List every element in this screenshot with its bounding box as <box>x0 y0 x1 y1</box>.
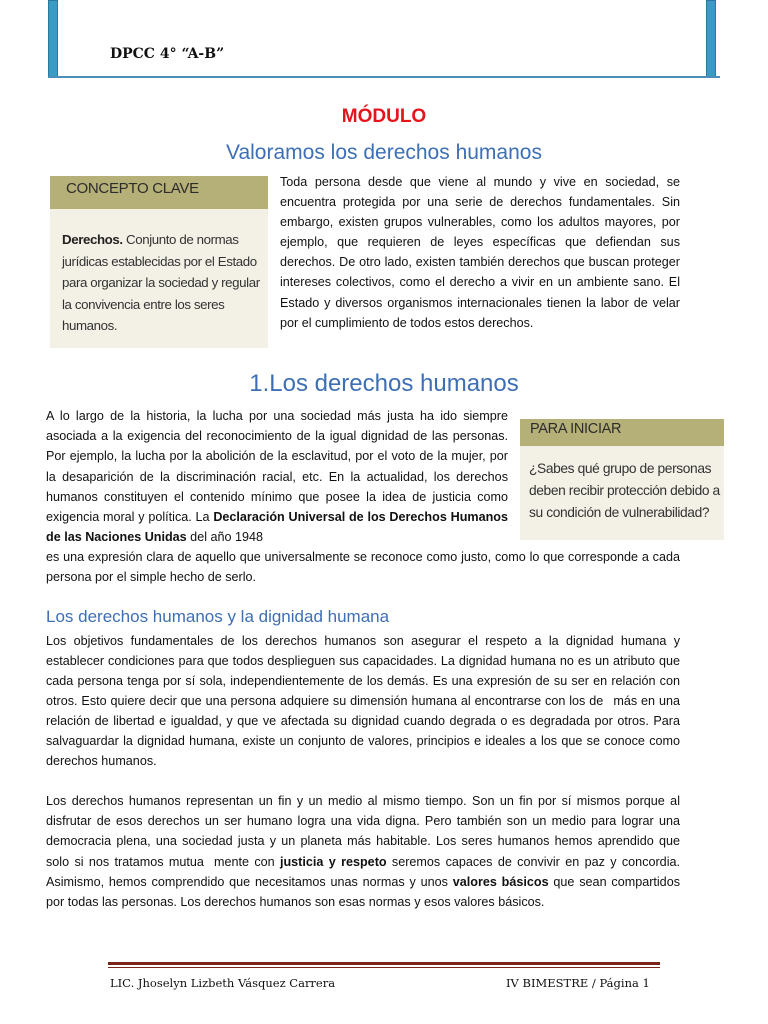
section2-paragraph2 <box>46 791 680 912</box>
module-title: Valoramos los derechos humanos <box>226 141 542 164</box>
section1-paragraph-cont: es una expresión clara de aquello que universalmente se reconoce como justo, como lo que corresponde a cada persona por el simple hecho de serlo. <box>46 550 680 585</box>
concept-definition: Conjunto de normas jurídicas establecidas por el Estado para organizar la sociedad y regular la convivencia entre los seres humanos. <box>62 232 260 333</box>
concept-box-heading: CONCEPTO CLAVE <box>50 176 268 209</box>
module-label: MÓDULO <box>341 106 427 127</box>
section2-text-c: que sean compartidos por todas las personas. Los derechos humanos son esas normas y esos valores básicos. <box>46 874 680 910</box>
declaration-name: Declaración Universal de los Derechos Humanos de las Naciones Unidas <box>46 510 508 545</box>
section2-text-b: seremos capaces de convivir en paz y concordia. Asimismo, hemos comprendido que necesitamos unas normas y unos <box>46 854 680 889</box>
section1-heading: 1.Los derechos humanos <box>249 370 519 397</box>
header-tab-right <box>706 0 716 78</box>
section2-paragraph1: Los objetivos fundamentales de los derechos humanos son asegurar el respeto a la dignidad humana y establecer condiciones para que todos desplieguen sus capacidades. La dignidad humana no es un atributo que cada persona tenga por sí sola, independientemente de los demás. Es una expresión de su ser en relación con otros. Esto quiere decir que una persona adquiere su dimensión humana al encontrarse con los de más en una relación de libertad e igualdad, y que ve afectada su dignidad cuando degrada o es degradada por otros. Para salvaguardar la dignidad humana, existe un conjunto de valores, principios e ideales a los que se conoce como derechos humanos. <box>46 634 680 768</box>
start-box-heading: PARA INICIAR <box>520 419 724 446</box>
intro-paragraph: Toda persona desde que viene al mundo y vive en sociedad, se encuentra protegida por una serie de derechos fundamentales. Sin embargo, existen grupos vulnerables, como los adultos mayores, por ejemplo, que requieren de leyes específicas que defiendan sus derechos. De otro lado, existen también derechos que buscan proteger intereses colectivos, como el derecho a vivir en un ambiente sano. El Estado y diversos organismos internacionales tienen la labor de velar por el cumplimiento de todos estos derechos. <box>280 175 680 330</box>
concept-box-body <box>50 209 268 337</box>
section1-text-b: del año 1948 <box>186 530 264 545</box>
bold-valores-basicos: valores básicos <box>452 874 549 889</box>
course-title: DPCC 4° “A-B” <box>110 46 225 62</box>
header-rule <box>48 76 720 78</box>
start-box <box>520 419 724 540</box>
start-box-question: ¿Sabes qué grupo de personas deben recibir protección debido a su condición de vulnerabilidad? <box>529 461 720 520</box>
footer-rule-thick <box>108 962 660 965</box>
concept-box <box>50 176 268 348</box>
section2-text-a: Los derechos humanos representan un fin y un medio al mismo tiempo. Son un fin por sí mismos porque al disfrutar de esos derechos un ser humano logra una vida digna. Pero también son un medio para lograr una democracia plena, una sociedad justa y un planeta más habitable. Los seres humanos hemos aprendido que solo si nos tratamos mutua mente con <box>46 794 680 869</box>
footer-author: LIC. Jhoselyn Lizbeth Vásquez Carrera <box>110 976 336 990</box>
header-tab-left <box>48 0 58 78</box>
footer-rule-thin <box>108 967 660 968</box>
section2-heading: Los derechos humanos y la dignidad humana <box>46 607 390 626</box>
section1-text-a: A lo largo de la historia, la lucha por una sociedad más justa ha ido siempre asociada a la exigencia del reconocimiento de la igual dignidad de las personas. Por ejemplo, la lucha por la abolición de la esclavitud, por el voto de la mujer, por la desaparición de la discriminación racial, etc. En la actualidad, los derechos humanos constituyen el contenido mínimo que posee la idea de justicia como exigencia moral y política. La <box>46 409 508 525</box>
section1-paragraph <box>46 406 508 547</box>
footer-page: IV BIMESTRE / Página 1 <box>506 976 650 990</box>
bold-justicia-respeto: justicia y respeto <box>279 854 387 869</box>
concept-term: Derechos. <box>62 232 123 247</box>
